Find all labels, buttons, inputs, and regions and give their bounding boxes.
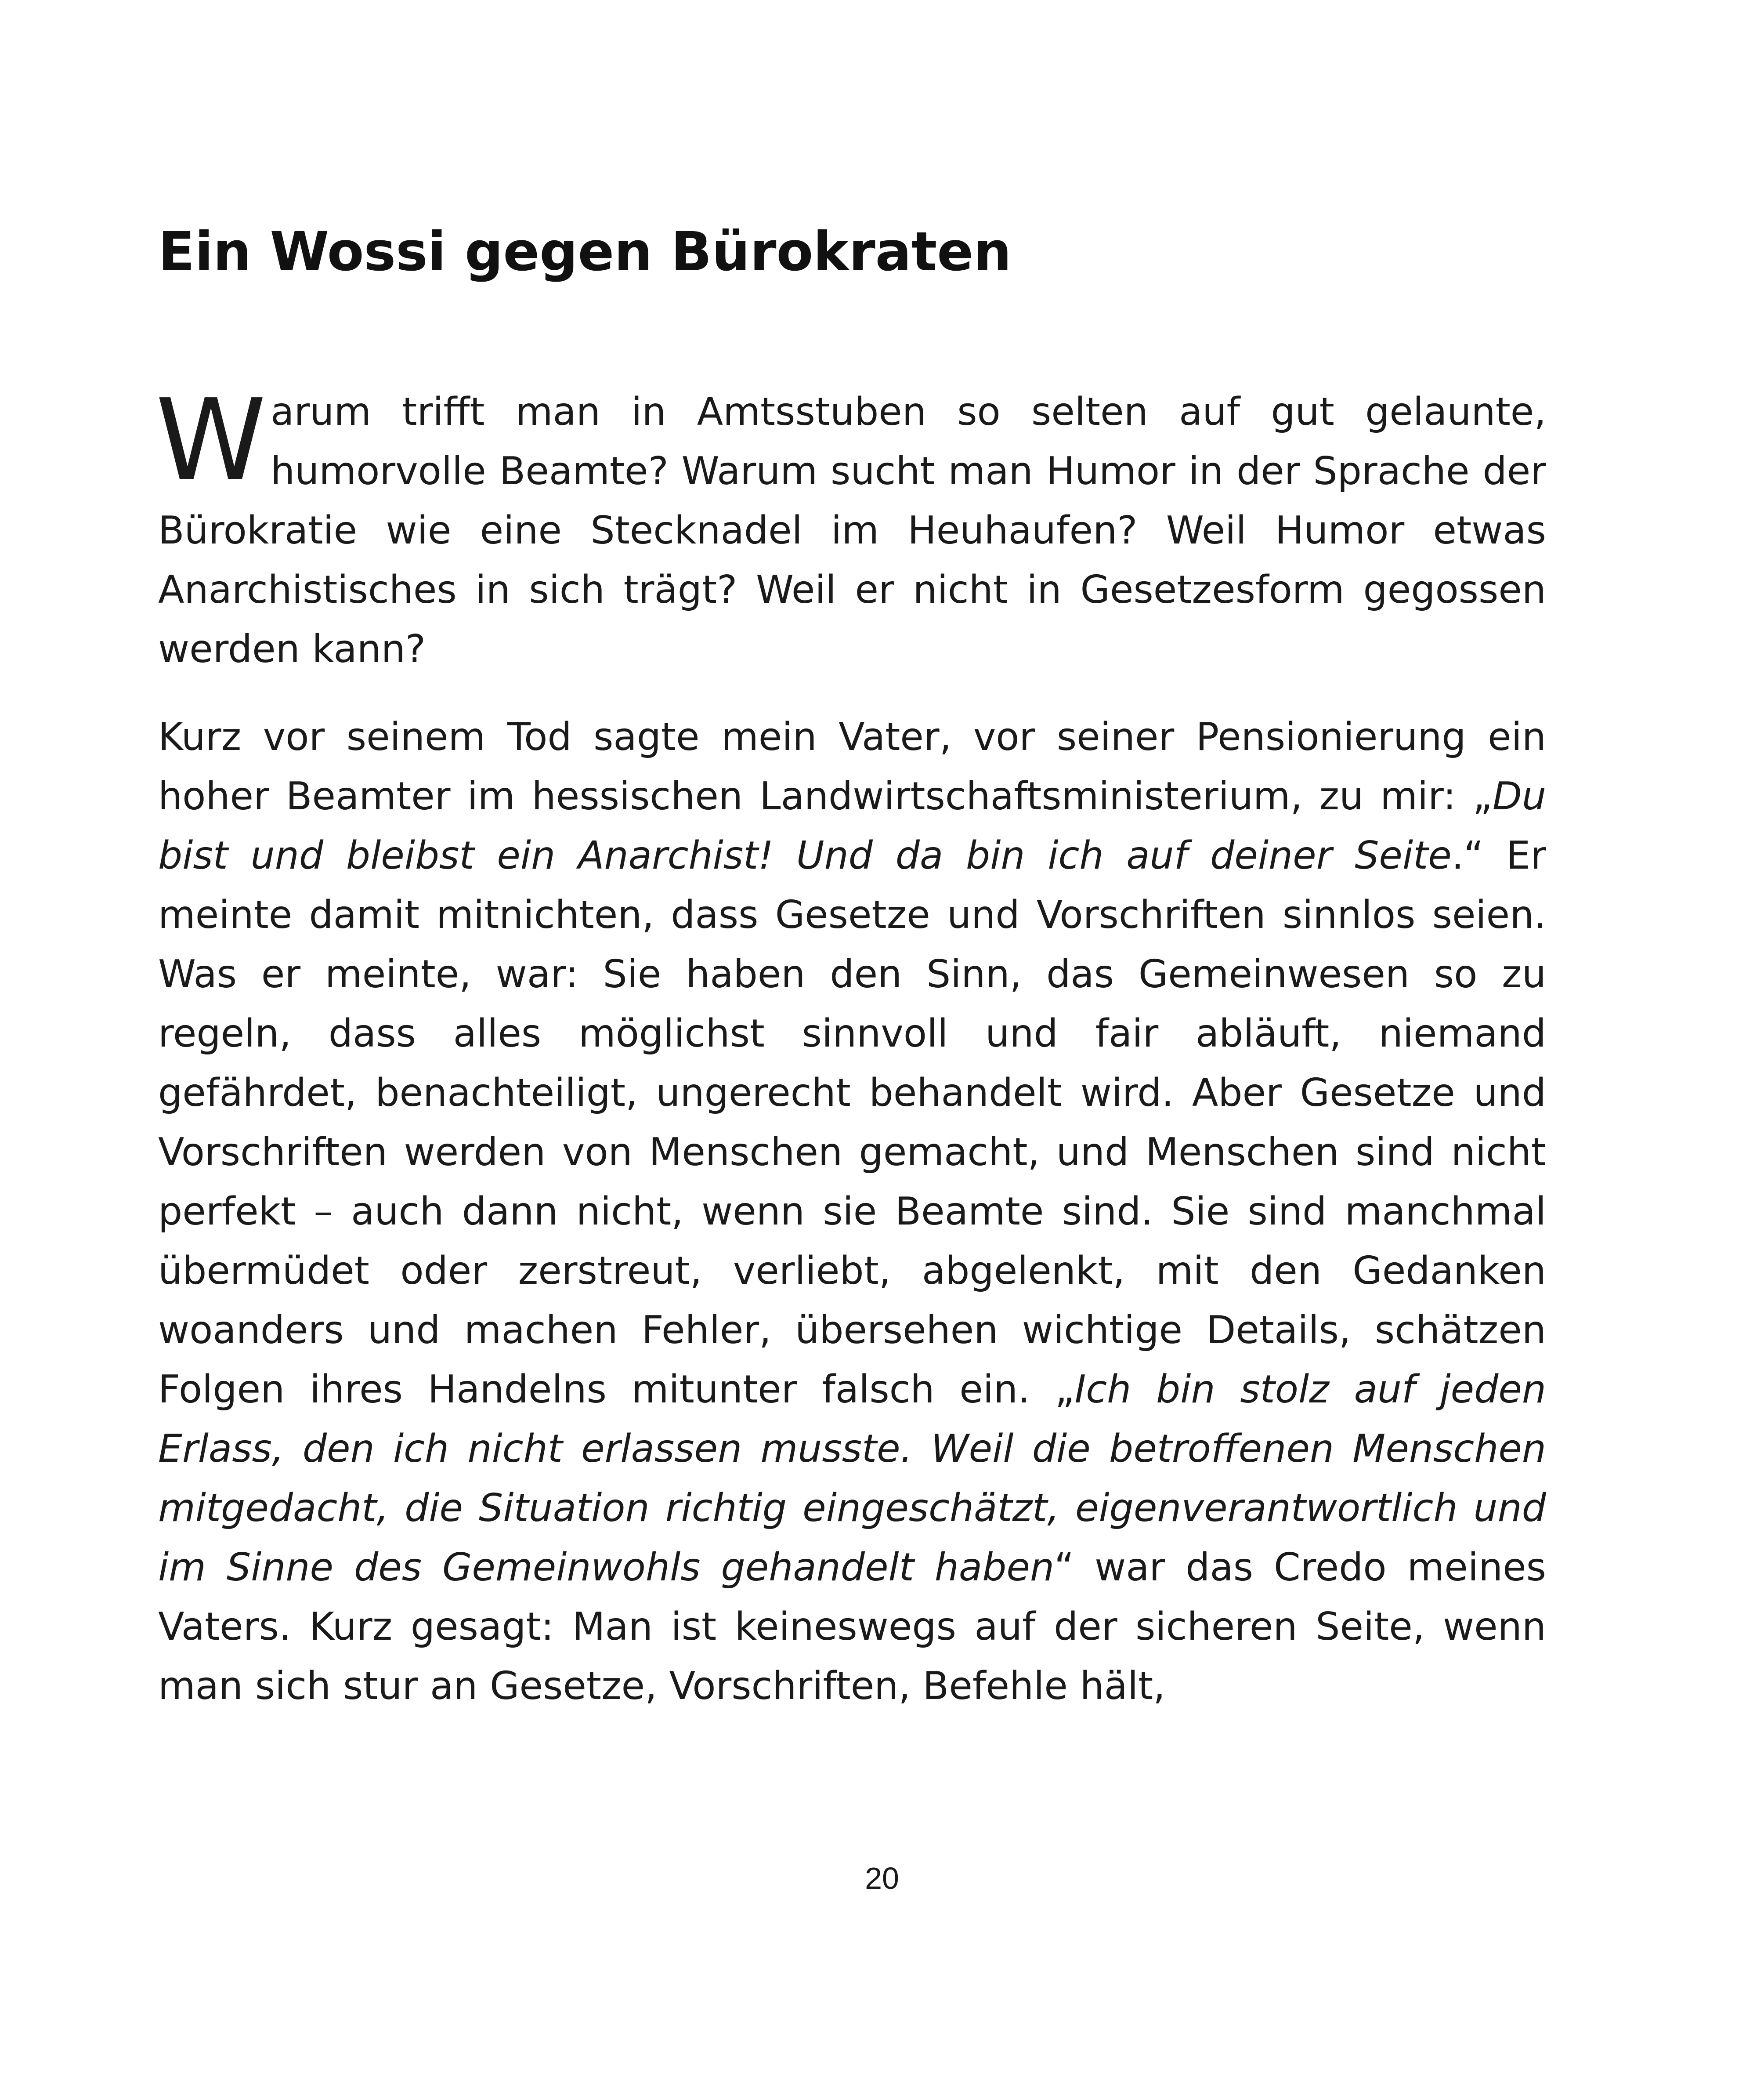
paragraph-body-text-3: “ war das Credo meines Vaters. Kurz gesagt: Man ist keineswegs auf der sicheren Seite, wenn man sich stur an Gesetze, Vorschriften, Befehle hält, [158, 1545, 1546, 1708]
quote-erlass: Ich bin stolz auf jeden Erlass, den ich nicht erlassen musste. Weil die betroffenen Menschen mitgedacht, die Situation richtig eingeschätzt, eigenverantwortlich und im Sinne des Gemeinwohls gehandelt haben [158, 1367, 1546, 1590]
chapter-title: Ein Wossi gegen Bürokraten [158, 221, 1012, 283]
paragraph-intro-text: arum trifft man in Amtsstuben so selten auf gut gelaunte, humorvolle Beamte? Warum sucht man Humor in der Sprache der Bürokratie wie eine Stecknadel im Heuhaufen? Weil Humor etwas Anarchistisches in sich trägt? Weil er nicht in Gesetzesform gegossen werden kann? [158, 389, 1546, 671]
paragraph-body-text-2: .“ Er meinte damit mitnichten, dass Gesetze und Vorschriften sinnlos seien. Was er meinte, war: Sie haben den Sinn, das Gemeinwesen so zu regeln, dass alles möglichst sinnvoll und fair abläuft, niemand gefährdet, benachteiligt, ungerecht behandelt wird. Aber Gesetze und Vorschriften werden von Menschen gemacht, und Menschen sind nicht perfekt – auch dann nicht, wenn sie Beamte sind. Sie sind manchmal übermüdet oder zerstreut, verliebt, abgelenkt, mit den Gedanken woanders und machen Fehler, übersehen wichtige Details, schätzen Folgen ihres Handelns mitunter falsch ein. „ [158, 833, 1546, 1412]
quote-anarchist: Du bist und bleibst ein Anarchist! Und da bin ich auf deiner Seite [158, 774, 1546, 878]
drop-cap: W [155, 375, 267, 506]
paragraph-intro [155, 375, 1546, 679]
paragraph-body-text-1: Kurz vor seinem Tod sagte mein Vater, vor seiner Pensionierung ein hoher Beamter im hessischen Landwirtschaftsministerium, zu mir: „ [158, 714, 1546, 819]
page-number: 20 [865, 1861, 899, 1895]
paragraph-body [158, 707, 1546, 1716]
